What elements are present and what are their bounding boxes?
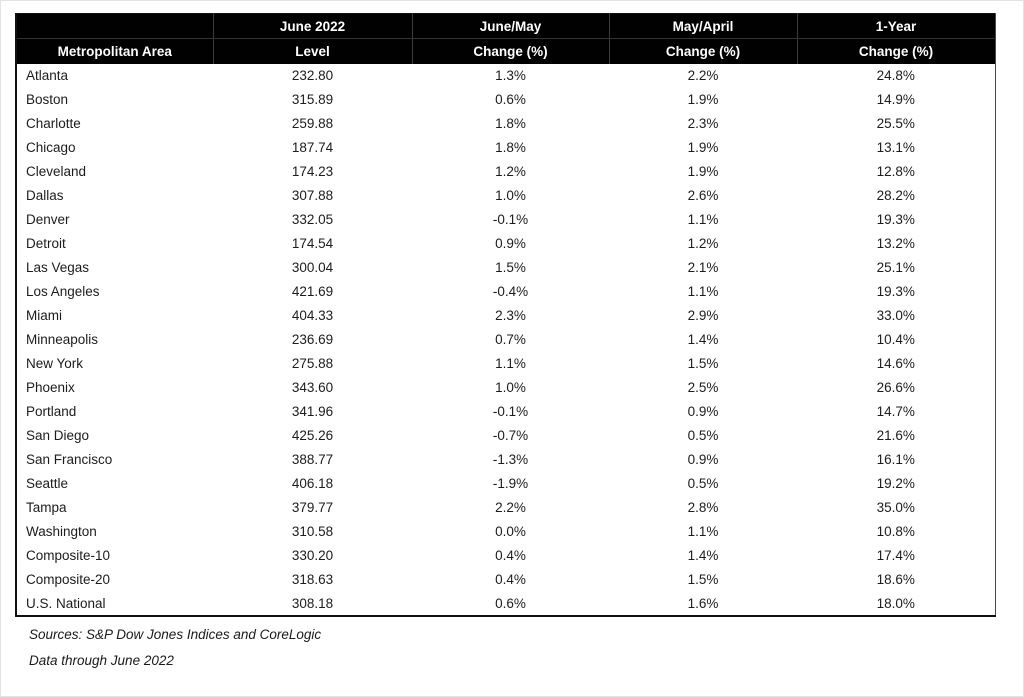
- cell-one-year: 33.0%: [876, 308, 915, 323]
- table-row: [16, 136, 995, 160]
- cell-may-april: 0.9%: [687, 404, 719, 419]
- cell-may-april: 2.3%: [687, 116, 719, 131]
- cell-may-april: 2.2%: [687, 68, 719, 83]
- cell-june-may: 1.3%: [495, 68, 526, 83]
- cell-june-may: 0.0%: [495, 524, 526, 539]
- cell-june-may: -0.7%: [492, 428, 529, 443]
- cell-may-april: 1.9%: [687, 164, 719, 179]
- col-header-june-may-line2: Change (%): [412, 39, 609, 64]
- table-row: [16, 184, 995, 208]
- cell-level: 388.77: [291, 452, 334, 467]
- cell-level: 315.89: [291, 92, 334, 107]
- cell-one-year: 13.1%: [876, 140, 915, 155]
- cell-may-april: 1.5%: [687, 572, 719, 587]
- cell-area: Composite-10: [26, 548, 111, 563]
- cell-area: Denver: [26, 212, 70, 227]
- cell-may-april: 1.4%: [687, 548, 719, 563]
- cell-may-april: 1.1%: [687, 212, 719, 227]
- col-header-level-line2: Level: [213, 39, 412, 64]
- cell-area: Seattle: [26, 476, 69, 491]
- header-row-1: [16, 14, 995, 39]
- cell-june-may: -0.1%: [492, 212, 529, 227]
- cell-area: Charlotte: [26, 116, 81, 131]
- sources-note: Sources: S&P Dow Jones Indices and CoreLogic: [29, 627, 322, 642]
- cell-level: 341.96: [291, 404, 334, 419]
- cell-level: 275.88: [291, 356, 334, 371]
- cell-level: 343.60: [291, 380, 334, 395]
- cell-may-april: 1.6%: [687, 595, 719, 611]
- cell-june-may: -0.1%: [492, 404, 529, 419]
- table-row: [16, 304, 995, 328]
- cell-one-year: 24.8%: [876, 68, 915, 83]
- cell-level: 174.54: [291, 236, 334, 251]
- cell-june-may: 0.6%: [495, 92, 526, 107]
- col-header-may-april-line2: Change (%): [609, 39, 797, 64]
- table-row: [16, 352, 995, 376]
- data-through-note: Data through June 2022: [29, 653, 174, 668]
- table-header: [16, 14, 995, 64]
- cell-level: 307.88: [291, 188, 334, 203]
- cell-one-year: 13.2%: [876, 236, 915, 251]
- col-header-one-year-line1: 1-Year: [797, 14, 995, 39]
- cell-june-may: 0.4%: [495, 548, 526, 563]
- cell-may-april: 1.1%: [687, 524, 719, 539]
- cell-one-year: 14.7%: [876, 404, 915, 419]
- price-index-table: [15, 13, 996, 617]
- col-header-level-line1: June 2022: [213, 14, 412, 39]
- table-row: [16, 568, 995, 592]
- cell-one-year: 17.4%: [876, 548, 915, 563]
- cell-level: 187.74: [291, 140, 334, 155]
- cell-one-year: 21.6%: [876, 428, 915, 443]
- cell-may-april: 2.1%: [687, 260, 719, 275]
- cell-level: 406.18: [291, 476, 334, 491]
- cell-one-year: 12.8%: [876, 164, 915, 179]
- cell-area: Miami: [26, 308, 62, 323]
- col-header-one-year-line2: Change (%): [797, 39, 995, 64]
- cell-level: 425.26: [291, 428, 334, 443]
- cell-level: 300.04: [291, 260, 334, 275]
- cell-area: New York: [26, 356, 84, 371]
- cell-area: Chicago: [26, 140, 76, 155]
- cell-june-may: 0.4%: [495, 572, 526, 587]
- cell-area: San Diego: [26, 428, 90, 443]
- cell-one-year: 19.3%: [876, 284, 915, 299]
- header-row-2: [16, 39, 995, 64]
- cell-one-year: 16.1%: [876, 452, 915, 467]
- cell-june-may: 1.0%: [495, 188, 526, 203]
- col-header-june-may-line1: June/May: [412, 14, 609, 39]
- cell-area: Phoenix: [26, 380, 75, 395]
- cell-level: 259.88: [291, 116, 334, 131]
- table-row: [16, 256, 995, 280]
- cell-june-may: -0.4%: [492, 284, 529, 299]
- cell-level: 236.69: [291, 332, 334, 347]
- cell-one-year: 28.2%: [876, 188, 915, 203]
- cell-june-may: 1.0%: [495, 380, 526, 395]
- cell-level: 174.23: [291, 164, 334, 179]
- cell-level: 232.80: [291, 68, 334, 83]
- cell-one-year: 14.9%: [876, 92, 915, 107]
- cell-may-april: 1.2%: [687, 236, 719, 251]
- col-header-area-line2: Metropolitan Area: [16, 39, 213, 64]
- cell-may-april: 0.5%: [687, 476, 719, 491]
- table-row: [16, 376, 995, 400]
- table-row: [16, 88, 995, 112]
- cell-may-april: 1.9%: [687, 92, 719, 107]
- cell-june-may: 1.8%: [495, 116, 526, 131]
- cell-may-april: 0.5%: [687, 428, 719, 443]
- cell-level: 330.20: [291, 548, 334, 563]
- cell-may-april: 2.9%: [687, 308, 719, 323]
- table-row: [16, 592, 995, 616]
- cell-may-april: 0.9%: [687, 452, 719, 467]
- cell-one-year: 18.0%: [876, 595, 915, 611]
- cell-june-may: 1.2%: [495, 164, 526, 179]
- cell-may-april: 1.5%: [687, 356, 719, 371]
- cell-area: Dallas: [26, 188, 64, 203]
- table-row: [16, 472, 995, 496]
- cell-june-may: 0.6%: [495, 595, 526, 611]
- cell-june-may: 2.2%: [495, 500, 526, 515]
- cell-one-year: 14.6%: [876, 356, 915, 371]
- cell-one-year: 19.3%: [876, 212, 915, 227]
- cell-may-april: 1.1%: [687, 284, 719, 299]
- cell-june-may: 1.5%: [495, 260, 526, 275]
- cell-one-year: 25.5%: [876, 116, 915, 131]
- cell-level: 310.58: [291, 524, 334, 539]
- cell-one-year: 19.2%: [876, 476, 915, 491]
- cell-area: Minneapolis: [26, 332, 99, 347]
- cell-area: Tampa: [26, 500, 67, 515]
- table-row: [16, 328, 995, 352]
- cell-area: Boston: [26, 92, 69, 107]
- cell-level: 421.69: [291, 284, 334, 299]
- cell-area: Los Angeles: [26, 284, 100, 299]
- cell-may-april: 2.5%: [687, 380, 719, 395]
- table-row: [16, 280, 995, 304]
- cell-area: San Francisco: [26, 452, 113, 467]
- cell-june-may: 2.3%: [495, 308, 526, 323]
- cell-area: U.S. National: [26, 595, 106, 611]
- cell-may-april: 2.8%: [687, 500, 719, 515]
- cell-level: 404.33: [291, 308, 334, 323]
- cell-area: Portland: [26, 404, 77, 419]
- cell-one-year: 10.8%: [876, 524, 915, 539]
- cell-one-year: 10.4%: [876, 332, 915, 347]
- cell-level: 379.77: [291, 500, 334, 515]
- col-header-may-april-line1: May/April: [609, 14, 797, 39]
- cell-one-year: 35.0%: [876, 500, 915, 515]
- cell-may-april: 1.4%: [687, 332, 719, 347]
- table-row: [16, 448, 995, 472]
- table-row: [16, 64, 995, 88]
- table-row: [16, 160, 995, 184]
- table-body: [16, 64, 995, 616]
- table-row: [16, 496, 995, 520]
- table-row: [16, 544, 995, 568]
- col-header-area-line1: [16, 14, 213, 39]
- cell-area: Detroit: [26, 236, 66, 251]
- cell-area: Washington: [26, 524, 97, 539]
- cell-june-may: 1.8%: [495, 140, 526, 155]
- table-row: [16, 112, 995, 136]
- cell-june-may: 0.9%: [495, 236, 526, 251]
- cell-area: Atlanta: [26, 68, 69, 83]
- cell-june-may: -1.3%: [492, 452, 529, 467]
- cell-june-may: 1.1%: [495, 356, 526, 371]
- table-row: [16, 400, 995, 424]
- table-row: [16, 232, 995, 256]
- cell-june-may: -1.9%: [492, 476, 529, 491]
- cell-area: Composite-20: [26, 572, 111, 587]
- cell-level: 308.18: [291, 595, 334, 611]
- cell-one-year: 26.6%: [876, 380, 915, 395]
- cell-area: Cleveland: [26, 164, 87, 179]
- table-row: [16, 520, 995, 544]
- cell-one-year: 25.1%: [876, 260, 915, 275]
- cell-may-april: 1.9%: [687, 140, 719, 155]
- cell-level: 332.05: [291, 212, 334, 227]
- table-row: [16, 208, 995, 232]
- cell-level: 318.63: [291, 572, 334, 587]
- cell-may-april: 2.6%: [687, 188, 719, 203]
- table-row: [16, 424, 995, 448]
- cell-one-year: 18.6%: [876, 572, 915, 587]
- cell-june-may: 0.7%: [495, 332, 526, 347]
- cell-area: Las Vegas: [26, 260, 90, 275]
